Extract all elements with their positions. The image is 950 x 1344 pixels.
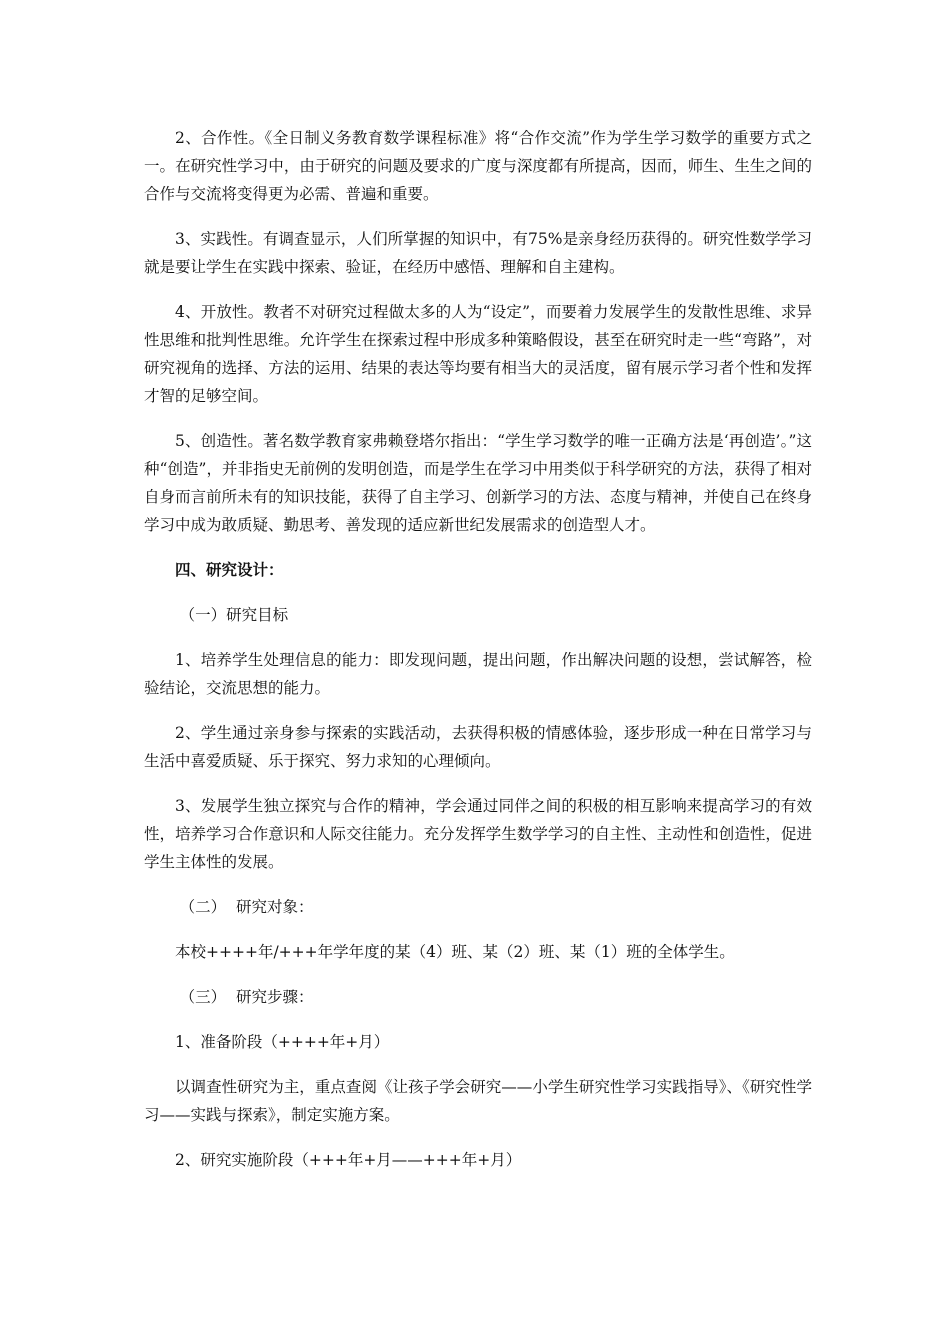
subheading-research-objects: （二） 研究对象： <box>179 898 314 916</box>
section-heading-research-design: 四、研究设计： <box>175 561 284 579</box>
subheading-research-steps: （三） 研究步骤： <box>179 988 314 1006</box>
subheading-research-goals: （一）研究目标 <box>179 606 289 624</box>
paragraph-openness: 4、开放性。教者不对研究过程做太多的人为“设定”，而要着力发展学生的发散性思维、求异性思维和批判性思维。允许学生在探索过程中形成多种策略假设，甚至在研究时走一些“弯路”，对研究视角的选择、方法的运用、结果的表达等均要有相当大的灵活度，留有展示学习者个性和发挥才智的足够空间。 <box>144 303 812 405</box>
paragraph-goal-2: 2、学生通过亲身参与探索的实践活动，去获得积极的情感体验，逐步形成一种在日常学习与生活中喜爱质疑、乐于探究、努力求知的心理倾向。 <box>144 724 812 770</box>
paragraph-creativity: 5、创造性。著名数学教育家弗赖登塔尔指出：“学生学习数学的唯一正确方法是‘再创造’。”这种“创造”，并非指史无前例的发明创造，而是学生在学习中用类似于科学研究的方法，获得了相对自身而言前所未有的知识技能，获得了自主学习、创新学习的方法、态度与精神，并使自己在终身学习中成为敢质疑、勤思考、善发现的适应新世纪发展需求的创造型人才。 <box>144 432 812 534</box>
document-page <box>144 124 812 1191</box>
step-2-title: 2、研究实施阶段（+++年+月——+++年+月） <box>175 1151 522 1169</box>
paragraph-goal-1: 1、培养学生处理信息的能力：即发现问题，提出问题，作出解决问题的设想，尝试解答，检验结论，交流思想的能力。 <box>144 651 812 697</box>
paragraph-step-1: 以调查性研究为主，重点查阅《让孩子学会研究——小学生研究性学习实践指导》、《研究性学习——实践与探索》，制定实施方案。 <box>144 1078 812 1124</box>
paragraph-research-objects: 本校++++年/+++年学年度的某（4）班、某（2）班、某（1）班的全体学生。 <box>175 943 735 961</box>
step-1-title: 1、准备阶段（++++年+月） <box>175 1033 390 1051</box>
paragraph-practice: 3、实践性。有调查显示，人们所掌握的知识中，有75%是亲身经历获得的。研究性数学学习就是要让学生在实践中探索、验证，在经历中感悟、理解和自主建构。 <box>144 230 812 276</box>
paragraph-cooperation: 2、合作性。《全日制义务教育数学课程标准》将“合作交流”作为学生学习数学的重要方式之一。在研究性学习中，由于研究的问题及要求的广度与深度都有所提高，因而，师生、生生之间的合作与交流将变得更为必需、普遍和重要。 <box>144 129 812 203</box>
paragraph-goal-3: 3、发展学生独立探究与合作的精神，学会通过同伴之间的积极的相互影响来提高学习的有效性，培养学习合作意识和人际交往能力。充分发挥学生数学学习的自主性、主动性和创造性，促进学生主体性的发展。 <box>144 797 812 871</box>
